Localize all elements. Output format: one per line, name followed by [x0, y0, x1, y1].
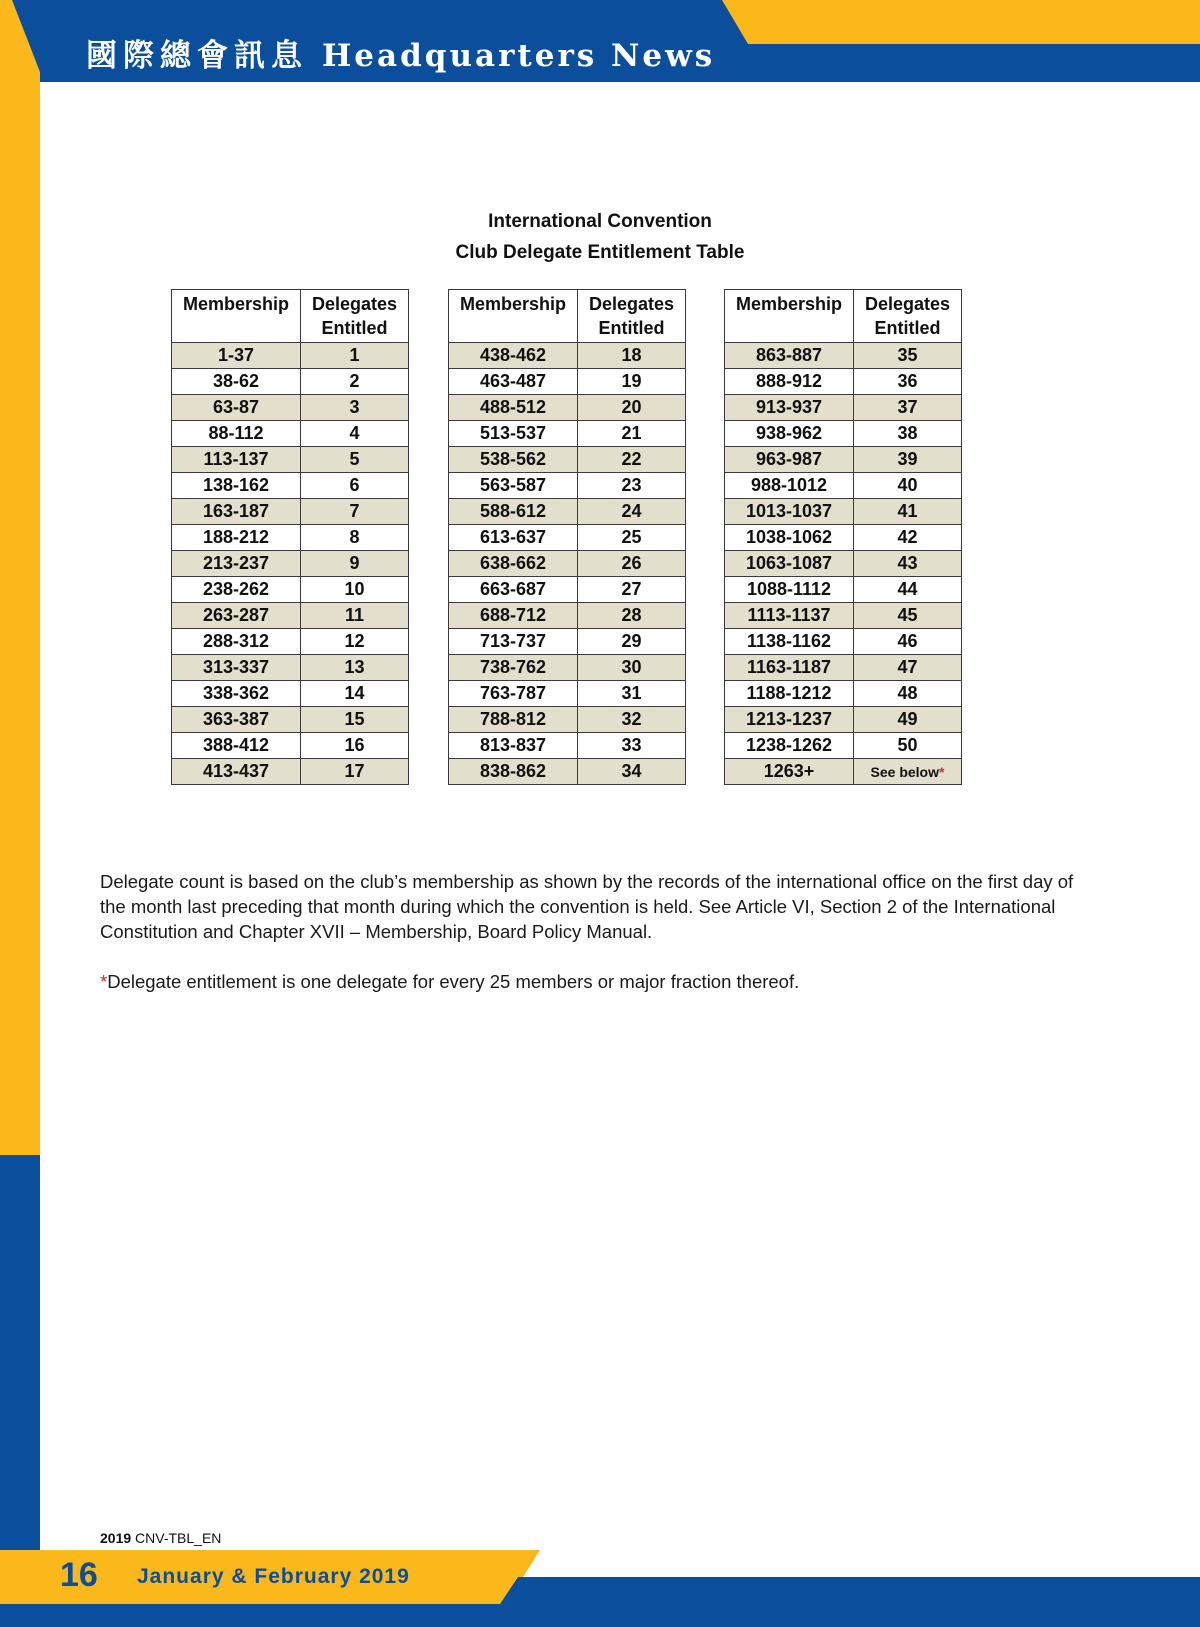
delegates-cell: 1: [301, 343, 409, 369]
delegates-cell: 26: [578, 551, 686, 577]
membership-cell: 263-287: [172, 603, 301, 629]
table-row: [725, 577, 962, 603]
delegates-cell: 25: [578, 525, 686, 551]
membership-cell: 688-712: [449, 603, 578, 629]
table-row: [725, 655, 962, 681]
table-row: [449, 499, 686, 525]
membership-cell: 1138-1162: [725, 629, 854, 655]
header-title-en: Headquarters News: [322, 38, 716, 74]
footer-blue-strip: [500, 1577, 1200, 1604]
delegates-cell: 34: [578, 759, 686, 785]
membership-cell: 413-437: [172, 759, 301, 785]
table-row: [725, 473, 962, 499]
membership-cell: 888-912: [725, 369, 854, 395]
delegates-cell: 22: [578, 447, 686, 473]
footer-blue-band: [0, 1604, 1200, 1627]
membership-cell: 438-462: [449, 343, 578, 369]
table-row: [172, 577, 409, 603]
delegates-cell: 7: [301, 499, 409, 525]
membership-cell: 463-487: [449, 369, 578, 395]
header-membership: Membership: [725, 290, 854, 343]
membership-cell: 1063-1087: [725, 551, 854, 577]
table-row: [725, 603, 962, 629]
membership-cell: 538-562: [449, 447, 578, 473]
membership-cell: 1088-1112: [725, 577, 854, 603]
delegates-cell: 15: [301, 707, 409, 733]
membership-cell: 913-937: [725, 395, 854, 421]
table-row: [449, 447, 686, 473]
table-row: [172, 421, 409, 447]
table-row: [449, 681, 686, 707]
membership-cell: 613-637: [449, 525, 578, 551]
membership-cell: 38-62: [172, 369, 301, 395]
table-row: [172, 733, 409, 759]
membership-cell: 213-237: [172, 551, 301, 577]
delegates-cell: 38: [854, 421, 962, 447]
table-row: [172, 681, 409, 707]
membership-cell: 288-312: [172, 629, 301, 655]
membership-cell: 738-762: [449, 655, 578, 681]
table-row: [449, 655, 686, 681]
membership-cell: 238-262: [172, 577, 301, 603]
table-row: [725, 499, 962, 525]
header-title: [86, 30, 715, 75]
delegates-cell: 49: [854, 707, 962, 733]
table-row: [725, 421, 962, 447]
entitlement-table-1: [171, 289, 409, 785]
delegates-cell: 37: [854, 395, 962, 421]
membership-cell: 713-737: [449, 629, 578, 655]
membership-cell: 138-162: [172, 473, 301, 499]
delegates-cell: 48: [854, 681, 962, 707]
table-row: [172, 343, 409, 369]
table-row: [172, 655, 409, 681]
table-title: [0, 206, 1200, 268]
table-row: [172, 759, 409, 785]
document-code: [100, 1530, 221, 1546]
header-delegates-line1: Delegates: [864, 294, 951, 314]
membership-cell: 1038-1062: [725, 525, 854, 551]
membership-cell: 363-387: [172, 707, 301, 733]
delegates-cell: 42: [854, 525, 962, 551]
header-delegates-line2: Entitled: [598, 318, 665, 338]
membership-cell: 388-412: [172, 733, 301, 759]
delegates-cell: 2: [301, 369, 409, 395]
membership-cell: 638-662: [449, 551, 578, 577]
delegates-cell: 11: [301, 603, 409, 629]
document-year: 2019: [100, 1530, 132, 1546]
delegates-cell: 18: [578, 343, 686, 369]
table-row: [725, 733, 962, 759]
table-row: [172, 473, 409, 499]
table-row: [172, 707, 409, 733]
membership-cell: 488-512: [449, 395, 578, 421]
delegates-cell: 43: [854, 551, 962, 577]
delegate-count-note: Delegate count is based on the club’s membership as shown by the records of the international office on the first day of the month last preceding that month during which the convention is held. See Article VI, Section 2 of the International Constitution and Chapter XVII – Membership, Board Policy Manual.: [100, 871, 1074, 942]
table-row: [449, 343, 686, 369]
table-row: [172, 447, 409, 473]
table-row: [725, 551, 962, 577]
entitlement-table-3: [724, 289, 962, 785]
delegates-cell: 36: [854, 369, 962, 395]
membership-cell: 1188-1212: [725, 681, 854, 707]
table-row: [725, 369, 962, 395]
table-row: [449, 759, 686, 785]
membership-cell: 163-187: [172, 499, 301, 525]
table-title-line1: International Convention: [488, 211, 712, 232]
delegates-cell: 13: [301, 655, 409, 681]
membership-cell: 963-987: [725, 447, 854, 473]
delegates-cell: 46: [854, 629, 962, 655]
table-row: [449, 551, 686, 577]
table-row: [172, 369, 409, 395]
delegates-cell: 33: [578, 733, 686, 759]
membership-cell: 988-1012: [725, 473, 854, 499]
table-row: [725, 343, 962, 369]
table-row: [449, 629, 686, 655]
header-title-cjk: 國際總會訊息: [86, 38, 308, 74]
header-membership: Membership: [449, 290, 578, 343]
delegates-cell: 45: [854, 603, 962, 629]
membership-cell: 938-962: [725, 421, 854, 447]
header-delegates-line2: Entitled: [321, 318, 388, 338]
delegates-cell: 8: [301, 525, 409, 551]
membership-cell: 563-587: [449, 473, 578, 499]
see-below-text: See below: [870, 763, 939, 780]
delegates-cell: 9: [301, 551, 409, 577]
membership-cell: 1013-1037: [725, 499, 854, 525]
membership-cell: 63-87: [172, 395, 301, 421]
delegates-cell: 44: [854, 577, 962, 603]
membership-cell: 663-687: [449, 577, 578, 603]
membership-cell: 188-212: [172, 525, 301, 551]
delegates-cell: 47: [854, 655, 962, 681]
delegates-cell: 35: [854, 343, 962, 369]
membership-cell: 88-112: [172, 421, 301, 447]
membership-cell: 113-137: [172, 447, 301, 473]
delegates-cell: 32: [578, 707, 686, 733]
header-delegates-entitled: [301, 290, 409, 343]
table-row: [725, 629, 962, 655]
table-row: [172, 629, 409, 655]
table-row: [725, 707, 962, 733]
table-row: [449, 421, 686, 447]
delegates-cell: 19: [578, 369, 686, 395]
delegates-cell: 30: [578, 655, 686, 681]
see-below-asterisk: *: [939, 763, 945, 780]
membership-cell: 1-37: [172, 343, 301, 369]
delegates-cell: 50: [854, 733, 962, 759]
footnote: [100, 969, 1100, 994]
header-membership: Membership: [172, 290, 301, 343]
table-header-row: [449, 290, 686, 343]
table-row: [449, 603, 686, 629]
table-row: [449, 577, 686, 603]
membership-cell: 763-787: [449, 681, 578, 707]
table-row: [172, 551, 409, 577]
table-row: [449, 473, 686, 499]
footnote-text: Delegate entitlement is one delegate for every 25 members or major fraction thereof.: [107, 971, 800, 992]
table-row: [172, 525, 409, 551]
delegates-cell: 12: [301, 629, 409, 655]
membership-cell: 1163-1187: [725, 655, 854, 681]
table-title-line2: Club Delegate Entitlement Table: [455, 242, 745, 263]
document-id: CNV-TBL_EN: [135, 1530, 222, 1546]
delegates-cell: [854, 759, 962, 785]
table-row: [725, 395, 962, 421]
membership-cell: 1113-1137: [725, 603, 854, 629]
table-row: [725, 681, 962, 707]
table-row: [449, 733, 686, 759]
delegates-cell: 3: [301, 395, 409, 421]
delegates-cell: 27: [578, 577, 686, 603]
delegates-cell: 14: [301, 681, 409, 707]
delegates-cell: 29: [578, 629, 686, 655]
header-delegates-entitled: [578, 290, 686, 343]
membership-cell: 1263+: [725, 759, 854, 785]
table-row: [172, 603, 409, 629]
delegates-cell: 24: [578, 499, 686, 525]
table-header-row: [172, 290, 409, 343]
delegates-cell: 31: [578, 681, 686, 707]
table-header-row: [725, 290, 962, 343]
delegates-cell: 5: [301, 447, 409, 473]
membership-cell: 513-537: [449, 421, 578, 447]
delegates-cell: 23: [578, 473, 686, 499]
table-row: [725, 447, 962, 473]
membership-cell: 838-862: [449, 759, 578, 785]
membership-cell: 788-812: [449, 707, 578, 733]
table-row: [449, 369, 686, 395]
delegates-cell: 6: [301, 473, 409, 499]
header-delegates-line2: Entitled: [874, 318, 941, 338]
membership-cell: 1213-1237: [725, 707, 854, 733]
header-delegates-entitled: [854, 290, 962, 343]
membership-cell: 1238-1262: [725, 733, 854, 759]
membership-cell: 313-337: [172, 655, 301, 681]
table-row: [449, 395, 686, 421]
header-delegates-line1: Delegates: [588, 294, 675, 314]
table-row: [725, 759, 962, 785]
membership-cell: 338-362: [172, 681, 301, 707]
delegates-cell: 41: [854, 499, 962, 525]
delegates-cell: 16: [301, 733, 409, 759]
delegates-cell: 20: [578, 395, 686, 421]
table-row: [449, 525, 686, 551]
delegates-cell: 17: [301, 759, 409, 785]
delegates-cell: 28: [578, 603, 686, 629]
table-row: [172, 499, 409, 525]
header-delegates-line1: Delegates: [311, 294, 398, 314]
header-gold-accent: [722, 0, 1200, 44]
footnote-asterisk: *: [100, 971, 108, 992]
delegates-cell: 10: [301, 577, 409, 603]
table-row: [725, 525, 962, 551]
membership-cell: 863-887: [725, 343, 854, 369]
delegates-cell: 39: [854, 447, 962, 473]
left-gold-bar: [0, 0, 40, 1155]
issue-date: January & February 2019: [137, 1565, 410, 1588]
membership-cell: 813-837: [449, 733, 578, 759]
delegates-cell: 21: [578, 421, 686, 447]
delegates-cell: 4: [301, 421, 409, 447]
page-number: 16: [60, 1556, 98, 1594]
table-row: [449, 707, 686, 733]
table-row: [172, 395, 409, 421]
entitlement-table-2: [448, 289, 686, 785]
delegates-cell: 40: [854, 473, 962, 499]
membership-cell: 588-612: [449, 499, 578, 525]
